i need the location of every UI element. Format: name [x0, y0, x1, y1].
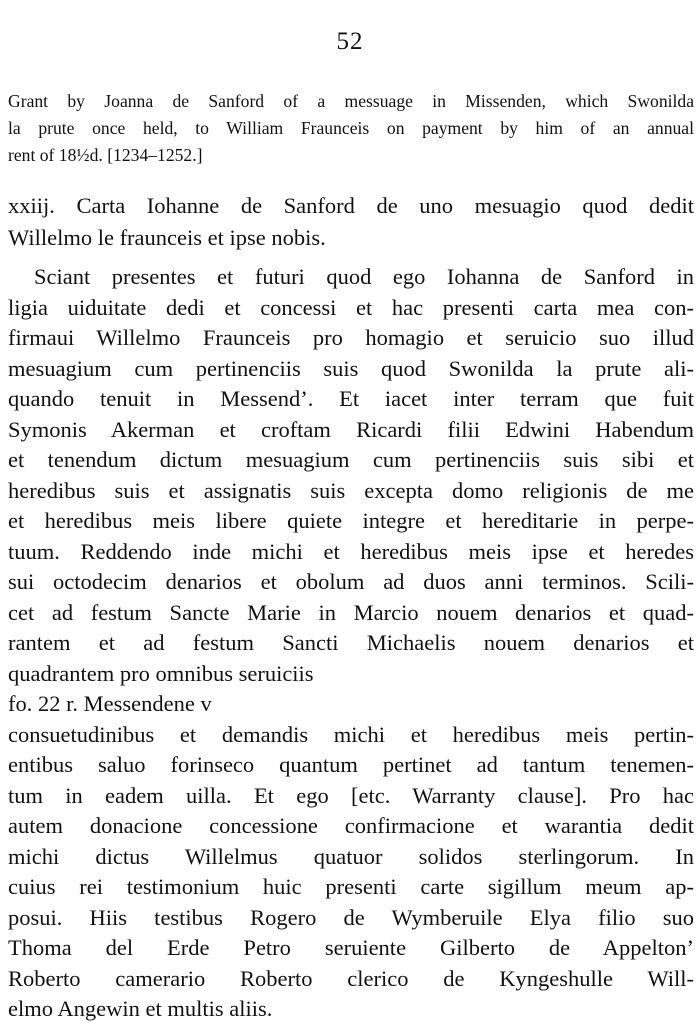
body-line: elmo Angewin et multis aliis. — [8, 996, 273, 1021]
body-line: Symonis Akerman et croftam Ricardi filii Edwini Habendum — [8, 416, 694, 442]
body-line: Sciant presentes et futuri quod ego Iohanna de Sanford in — [34, 264, 694, 289]
body-line: ligia uiduitate dedi et concessi et hac presenti carta mea con- — [8, 294, 694, 320]
body-line: Roberto camerario Roberto clerico de Kyngeshulle Will- — [8, 965, 694, 991]
body-line: consuetudinibus et demandis michi et heredibus meis pertin- — [8, 721, 694, 747]
charter-text — [8, 262, 694, 1025]
body-line: rantem et ad festum Sancti Michaelis nouem denarios et — [8, 630, 694, 655]
body-line: tuum. Reddendo inde michi et heredibus meis ipse et heredes — [8, 538, 694, 564]
summary-line: rent of 18½d. [1234–1252.] — [8, 145, 203, 165]
folio-marker: fo. 22 r. Messendene v — [8, 691, 212, 716]
body-line: quadrantem pro omnibus seruiciis — [8, 660, 314, 686]
heading-line: xxiij. Carta Iohanne de Sanford de uno mesuagio quod dedit — [8, 193, 694, 218]
heading-line: Willelmo le fraunceis et ipse nobis. — [8, 225, 326, 250]
body-line: et tenendum dictum mesuagium cum pertinenciis suis sibi et — [8, 447, 694, 472]
body-line: sui octodecim denarios et obolum ad duos anni terminos. Scili- — [8, 569, 694, 594]
body-line: posui. Hiis testibus Rogero de Wymberuile Elya filio suo — [8, 904, 694, 930]
body-line: Thoma del Erde Petro seruiente Gilberto de Appelton’ — [8, 935, 694, 960]
summary-line: Grant by Joanna de Sanford of a messuage in Missenden, which Swonilda — [8, 91, 694, 111]
charter-heading — [8, 190, 694, 254]
body-line: cuius rei testimonium huic presenti carte sigillum meum ap- — [8, 874, 694, 899]
body-line: mesuagium cum pertinenciis suis quod Swonilda la prute ali- — [8, 355, 694, 381]
body-line: firmaui Willelmo Fraunceis pro homagio et seruicio suo illud — [8, 325, 694, 350]
body-line: entibus saluo forinseco quantum pertinet ad tantum tenemen- — [8, 752, 694, 777]
body-line: michi dictus Willelmus quatuor solidos sterlingorum. In — [8, 843, 694, 869]
body-line: quando tenuit in Messend’. Et iacet inter terram que fuit — [8, 386, 694, 411]
body-line: tum in eadem uilla. Et ego [etc. Warranty clause]. Pro hac — [8, 782, 694, 808]
summary-line: la prute once held, to William Fraunceis on payment by him of an annual — [8, 118, 694, 138]
body-line: et heredibus meis libere quiete integre et hereditarie in perpe- — [8, 508, 694, 533]
body-line: cet ad festum Sancte Marie in Marcio nouem denarios et quad- — [8, 599, 694, 625]
body-line: autem donacione concessione confirmacione et warantia dedit — [8, 813, 694, 838]
body-line: heredibus suis et assignatis suis excepta domo religionis de me — [8, 477, 694, 503]
page-number: 52 — [336, 28, 364, 55]
charter-summary — [8, 88, 694, 169]
